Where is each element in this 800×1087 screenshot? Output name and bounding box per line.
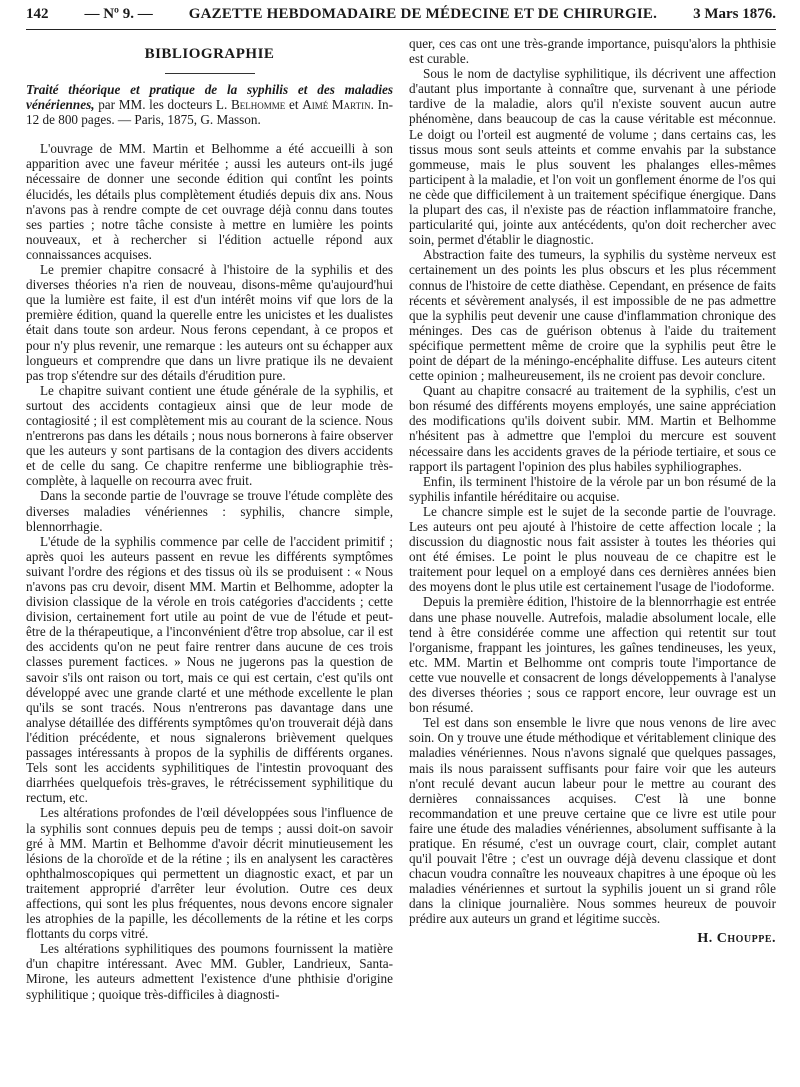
author-signature: H. Chouppe. bbox=[697, 930, 776, 946]
right-column bbox=[409, 36, 776, 1075]
paragraph: quer, ces cas ont une très-grande importance, puisqu'alors la phthisie est curable. bbox=[409, 36, 776, 67]
paragraph: Dans la seconde partie de l'ouvrage se trouve l'étude complète des diverses maladies vénériennes : syphilis, chancre simple, blennorrhagie. bbox=[26, 488, 393, 534]
issue-number: — Nº 9. — bbox=[84, 6, 153, 22]
issue-date: 3 Mars 1876. bbox=[693, 6, 776, 22]
paragraph: Le premier chapitre consacré à l'histoire de la syphilis et des diverses théories n'a rien de nouveau, disons-même qu'aujourd'hui que la lumière est faite, il est d'un intérêt moins vif que lors de la première édition, quand la querelle entre les unicistes et les dualistes était dans toute son ardeur. Nous ferons cependant, à ce propos et pour n'y plus revenir, une remarque : les auteurs ont su échapper aux longueurs et comprendre que dans un livre pratique ils ne devaient pas trop s'étendre sur des détails d'érudition pure. bbox=[26, 262, 393, 383]
title-rule bbox=[165, 73, 255, 74]
paragraph: Sous le nom de dactylise syphilitique, ils décrivent une affection d'autant plus importante à connaître que, survenant à une période tardive de la maladie, alors qu'il n'existe souvent aucun autre phénomène, dans beaucoup de cas la cause véritable est méconnue. Le doigt ou l'orteil est augmenté de volume ; dans certains cas, les tissus mous sont seuls atteints et comme envahis par la substance gommeuse, mais le plus souvent les phalanges elles-mêmes participent à la maladie, et l'on voit un gonflement énorme de l'os qui ne cède que difficilement à un traitement spécifique énergique. Dans la plupart des cas, il n'existe pas de réaction inflammatoire franche, particularité qui, jointe aux antécédents, qu'on doit rechercher avec soin, permet d'établir le diagnostic. bbox=[409, 66, 776, 248]
article-columns bbox=[26, 36, 776, 1075]
citation-authors-intro: par MM. les docteurs bbox=[94, 97, 216, 113]
left-column bbox=[26, 36, 393, 1075]
paragraph: Depuis la première édition, l'histoire de la blennorrhagie est entrée dans une phase nouvelle. Autrefois, maladie absolument locale, elle tend à être considérée comme une affection qui retentit sur tout l'organisme, frappant les jointures, les gaînes tendineuses, les yeux, etc. MM. Martin et Belhomme ont compris toute l'importance de cette vue nouvelle et consacrent de longs développements à l'analyse des diverses théories ; sous ce rapport encore, leur ouvrage est un bon résumé. bbox=[409, 594, 776, 716]
paragraph: Enfin, ils terminent l'histoire de la vérole par un bon résumé de la syphilis infantile héréditaire ou acquise. bbox=[409, 473, 776, 504]
paragraph: Quant au chapitre consacré au traitement de la syphilis, c'est un bon résumé des différents moyens employés, une saine appréciation des modifications qu'ils doivent subir. MM. Martin et Belhomme n'hésitent pas à admettre que l'emploi du mercure est souvent nécessaire dans les accidents graves de la période tertiaire, et sous ce rapport ils partagent l'opinion des plus habiles syphiliographes. bbox=[409, 383, 776, 474]
section-title: BIBLIOGRAPHIE bbox=[144, 46, 275, 62]
paragraph: Le chancre simple est le sujet de la seconde partie de l'ouvrage. Les auteurs ont peu ajouté à l'histoire de cette affection locale ; la discussion du diagnostic nous fait assister à toutes les théories qui ont été émises. Le point le plus nouveau de ce chapitre est le traitement pour lequel on a employé dans ces dernières années bien des moyens dont le plus utile est certainement l'usage de l'iodoforme. bbox=[409, 503, 776, 595]
citation-conjunction: et bbox=[285, 97, 303, 113]
paragraph: L'étude de la syphilis commence par celle de l'accident primitif ; après quoi les auteurs passent en revue les différents symptômes suivant l'ordre des régions et des tissus où ils se produisent : « Nous n'avons pas cru devoir, disent MM. Martin et Belhomme, adopter la division classique de la vérole en trois catégories d'accidents ; cette division, certainement fort utile au point de vue de l'étude et peut-être de la thérapeutique, a l'inconvénient d'être trop absolue, car il est des accidents qu'on ne peut faire rentrer dans aucune de ces trois classes purement factices. » Nous ne jugerons pas la question de savoir s'ils ont raison ou tort, mais ce qui est certain, c'est qu'ils ont développé avec une grande clarté et une méthode excellente le plan qu'ils se sont tracés. Nous n'entrerons pas davantage dans une analyse détaillée des différents symptômes qu'on trouverait déjà dans l'édition précédente, et nous signalerons brièvement quelques passages intéressants à propos de la syphilis de différents organes. Tels sont les accidents syphilitiques de l'intestin provoquant des diarrhées quelquefois très-graves, le rétrécissement syphilitique du rectum, etc. bbox=[26, 533, 393, 806]
paragraph: Abstraction faite des tumeurs, la syphilis du système nerveux est certainement un des points les plus obscurs et les plus récemment connus de l'histoire de cette diathèse. Cependant, en présence de faits récents et sévèrement analysés, il est impossible de ne pas admettre que la syphilis peut devenir une cause d'inflammation chronique des méninges. Des cas de guérison obtenus à l'aide du traitement spécifique permettent même de croire que la syphilis peut être le point de départ de la méningo-encéphalite diffuse. Les auteurs citent cette opinion ; malheureusement, ils ne croient pas devoir conclure. bbox=[409, 247, 776, 384]
page-number: 142 bbox=[26, 6, 49, 22]
book-title: Traité théorique et pratique de la syphilis et des maladies vénériennes, bbox=[26, 82, 393, 113]
page-header bbox=[26, 0, 776, 30]
paragraph: Les altérations syphilitiques des poumons fournissent la matière d'un chapitre intéressant. Avec MM. Gubler, Landrieux, Santa-Mirone, les auteurs admettent l'existence d'une phthisie d'origine syphilitique ; quoique très-difficiles à diagnosti- bbox=[26, 941, 393, 1002]
paragraph: L'ouvrage de MM. Martin et Belhomme a été accueilli à son apparition avec une faveur méritée ; aussi les auteurs ont-ils jugé nécessaire de donner une seconde édition qui contînt les points élucidés, les détails plus complètement étudiés depuis dix ans. Nous n'avons pas à rendre compte de cet ouvrage déjà connu dans toutes ses parties ; notre tâche consiste à mettre en lumière les points nouveaux, et à rechercher si l'édition actuelle répond aux connaissances acquises. bbox=[26, 141, 393, 262]
author-belhomme: L. Belhomme bbox=[215, 97, 286, 113]
paragraph: Le chapitre suivant contient une étude générale de la syphilis, et surtout des accidents contagieux ainsi que de leur mode de contagiosité ; il est complètement mis au courant de la science. Nous n'entrerons pas dans les détails ; nous nous bornerons à faire observer que les auteurs y sont partisans de la contagion des divers accidents et de celle du sang. Ce chapitre renferme une bibliographie très-complète, à laquelle on recourra avec fruit. bbox=[26, 382, 393, 489]
paragraph: Les altérations profondes de l'œil développées sous l'influence de la syphilis sont connues depuis peu de temps ; aussi doit-on savoir gré à MM. Martin et Belhomme d'avoir décrit minutieusement les lésions de la choroïde et de la rétine ; ils en analysent les caractères ophthalmoscopiques qui permettent un diagnostic exact, et par un traitement approprié d'arrêter leur évolution. Outre ces deux affections, qui sont les plus fréquentes, nous devons encore signaler les atrophies de la papille, les décollements de la rétine et les corps flottants du corps vitré. bbox=[26, 805, 393, 942]
citation-publication: . In-12 de 800 pages. — Paris, 1875, G. Masson. bbox=[26, 97, 393, 128]
book-citation bbox=[26, 82, 393, 127]
journal-title: GAZETTE HEBDOMADAIRE DE MÉDECINE ET DE CHIRURGIE. bbox=[188, 6, 658, 22]
paragraph: Tel est dans son ensemble le livre que nous venons de lire avec soin. On y trouve une étude méthodique et véritablement clinique des maladies vénériennes. Nous n'avons signalé que quelques passages, mais ils nous paraissent suffisants pour faire voir que les auteurs n'ont reculé devant aucun labeur pour le mettre au courant des dernières connaissances acquises. C'est là une bonne recommandation et une preuve certaine que ce livre est utile pour faire une étude des maladies vénériennes, absolument suffisante à la pratique. En résumé, c'est un ouvrage court, clair, complet autant qu'il pouvait l'être ; c'est un ouvrage déjà devenu classique et dont chacun voudra connaître les nouveaux chapitres à une époque où les maladies vénériennes et surtout la syphilis jouent un si grand rôle dans la clinique journalière. Nous sommes heureux de pouvoir prédire aux auteurs un grand et légitime succès. bbox=[409, 715, 776, 927]
author-martin: Aimé Martin bbox=[302, 97, 371, 113]
